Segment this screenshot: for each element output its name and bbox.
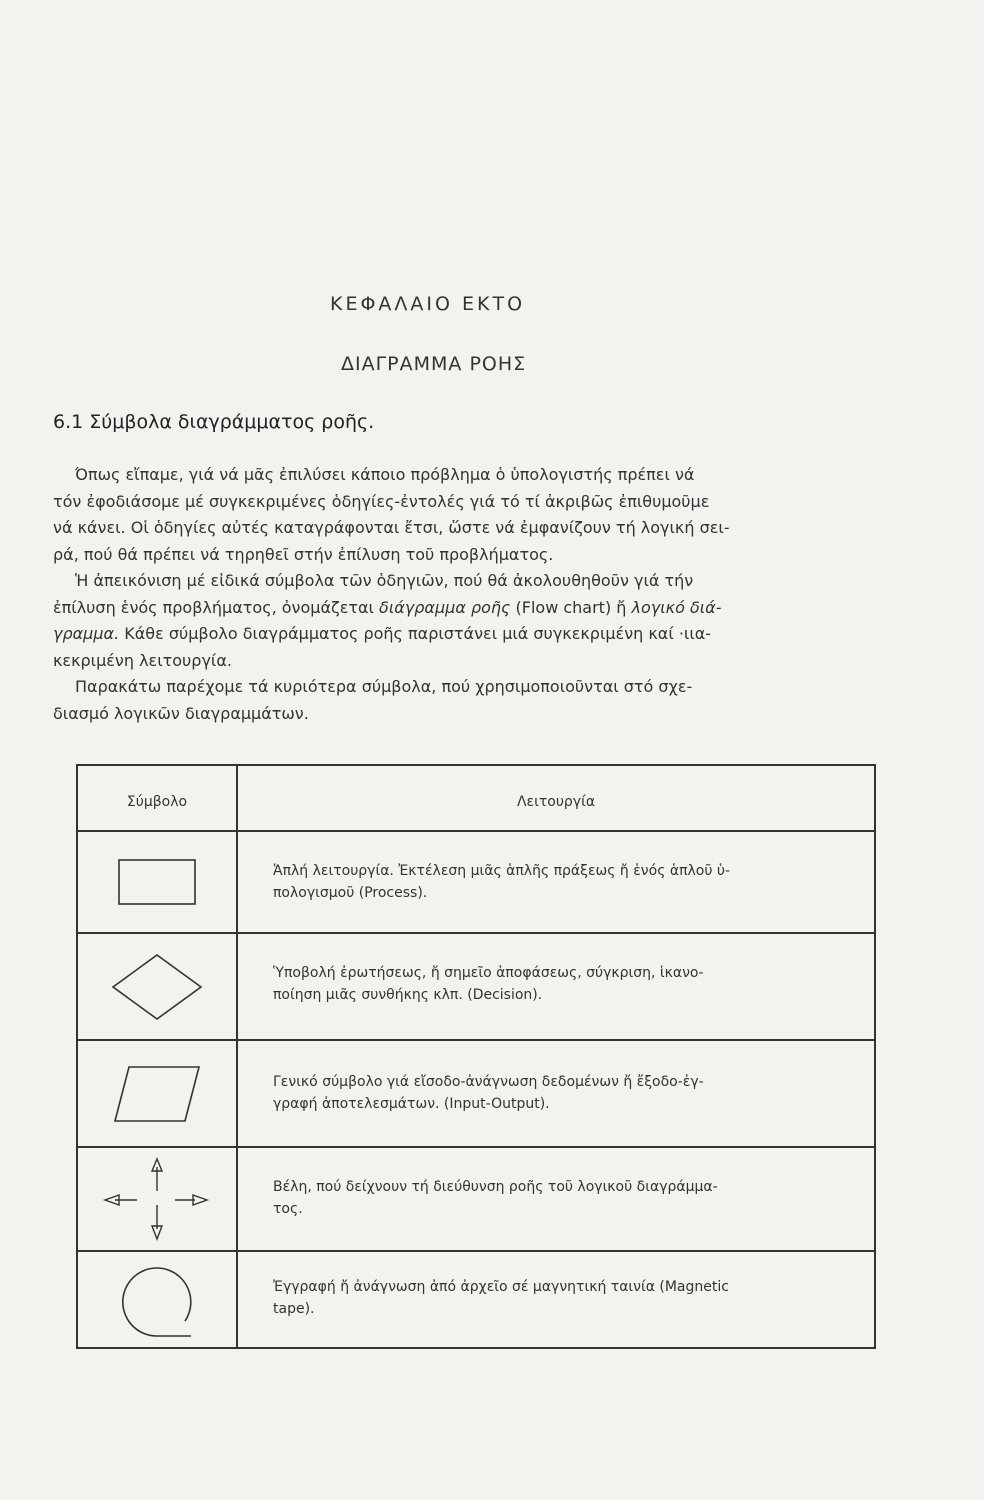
text-line bbox=[53, 595, 861, 622]
symbol-cell bbox=[78, 1041, 236, 1146]
text-line: Ἡ ἀπεικόνιση μέ εἰδικά σύμβολα τῶν ὁδηγιῶν, πού θά ἀκολουθηθοῦν γιά τήν bbox=[75, 571, 694, 590]
text-run: (Flow chart) ἤ bbox=[510, 597, 632, 617]
magnetic-tape-icon bbox=[107, 1256, 207, 1346]
table-row bbox=[78, 1041, 874, 1148]
text-line: κεκριμένη λειτουργία. bbox=[53, 650, 232, 670]
table-header-row bbox=[78, 766, 874, 832]
decision-diamond-icon bbox=[102, 947, 212, 1027]
emphasis-term: λογικό διά- bbox=[631, 597, 722, 617]
header-symbol: Σύμβολο bbox=[126, 794, 188, 810]
text-line: τόν ἐφοδιάσομε μέ συγκεκριμένες ὁδηγίες-ἐντολές γιά τό τί ἀκριβῶς ἐπιθυμοῦμε bbox=[53, 491, 710, 511]
function-text: τος. bbox=[273, 1201, 303, 1217]
function-text: tape). bbox=[273, 1301, 315, 1317]
function-cell bbox=[273, 1148, 814, 1250]
emphasis-term: γραμμα. bbox=[53, 624, 120, 643]
text-line bbox=[53, 621, 861, 648]
chapter-title: ΔΙΑΓΡΑΜΜΑ ΡΟΗΣ bbox=[341, 353, 527, 375]
text-line: Όπως εἴπαμε, γιά νά μᾶς ἐπιλύσει κάποιο πρόβλημα ὁ ὑπολογιστής πρέπει νά bbox=[75, 465, 695, 484]
symbols-table bbox=[76, 764, 876, 1349]
function-text: Ἐγγραφή ἤ ἀνάγνωση ἀπό ἀρχεῖο σέ μαγνητική ταινία (Magnetic bbox=[273, 1279, 729, 1295]
text-line: νά κάνει. Οἱ ὁδηγίες αὐτές καταγράφονται ἔτσι, ὥστε νά ἐμφανίζουν τή λογική σει- bbox=[53, 518, 730, 537]
function-cell bbox=[273, 934, 814, 1039]
function-text: Ὑποβολή ἐρωτήσεως, ἤ σημεῖο ἀποφάσεως, σύγκριση, ἱκανο- bbox=[273, 965, 704, 981]
symbol-cell bbox=[78, 1148, 236, 1250]
function-text: Ἁπλή λειτουργία. Ἐκτέλεση μιᾶς ἁπλῆς πράξεως ἤ ἑνός ἁπλοῦ ὑ- bbox=[273, 863, 731, 879]
symbol-cell bbox=[78, 934, 236, 1039]
function-text: Βέλη, πού δείχνουν τή διεύθυνση ροῆς τοῦ λογικοῦ διαγράμμα- bbox=[273, 1179, 718, 1195]
function-text: ποίηση μιᾶς συνθήκης κλπ. (Decision). bbox=[273, 987, 543, 1003]
table-row bbox=[78, 934, 874, 1041]
table-row bbox=[78, 832, 874, 934]
function-cell bbox=[273, 1041, 814, 1146]
emphasis-term: διάγραμμα ροῆς bbox=[379, 597, 511, 617]
text-line: διασμό λογικῶν διαγραμμάτων. bbox=[53, 703, 309, 723]
header-function: Λειτουργία bbox=[516, 794, 596, 810]
text-run: ἐπίλυση ἑνός προβλήματος, ὀνομάζεται bbox=[53, 597, 380, 617]
function-text: πολογισμοῦ (Process). bbox=[273, 885, 428, 901]
table-row bbox=[78, 1148, 874, 1252]
text-line: ρά, πού θά πρέπει νά τηρηθεῖ στήν ἐπίλυση τοῦ προβλήματος. bbox=[53, 544, 554, 564]
paragraph-1 bbox=[53, 462, 861, 568]
table-row bbox=[78, 1252, 874, 1349]
body-text bbox=[53, 462, 861, 727]
text-run: Κάθε σύμβολο διαγράμματος ροῆς παριστάνει μιά συγκεκριμένη καί ·ιια- bbox=[119, 624, 712, 643]
process-rectangle-icon bbox=[107, 852, 207, 912]
section-heading: 6.1 Σύμβολα διαγράμματος ροῆς. bbox=[53, 411, 375, 433]
symbol-cell bbox=[78, 1252, 236, 1349]
flow-arrows-icon bbox=[97, 1153, 217, 1245]
function-cell bbox=[273, 832, 814, 932]
paragraph-3 bbox=[53, 674, 861, 727]
text-line: Παρακάτω παρέχομε τά κυριότερα σύμβολα, πού χρησιμοποιοῦνται στό σχε- bbox=[75, 677, 693, 696]
input-output-parallelogram-icon bbox=[107, 1059, 207, 1129]
function-text: Γενικό σύμβολο γιά εἴσοδο-ἀνάγνωση δεδομένων ἤ ἔξοδο-ἐγ- bbox=[273, 1074, 704, 1090]
function-text: γραφή ἀποτελεσμάτων. (Input-Output). bbox=[273, 1096, 550, 1112]
chapter-heading: ΚΕΦΑΛΑΙΟ ΕΚΤΟ bbox=[330, 293, 526, 315]
paragraph-2 bbox=[53, 568, 861, 674]
symbol-cell bbox=[78, 832, 236, 932]
function-cell bbox=[273, 1252, 814, 1349]
